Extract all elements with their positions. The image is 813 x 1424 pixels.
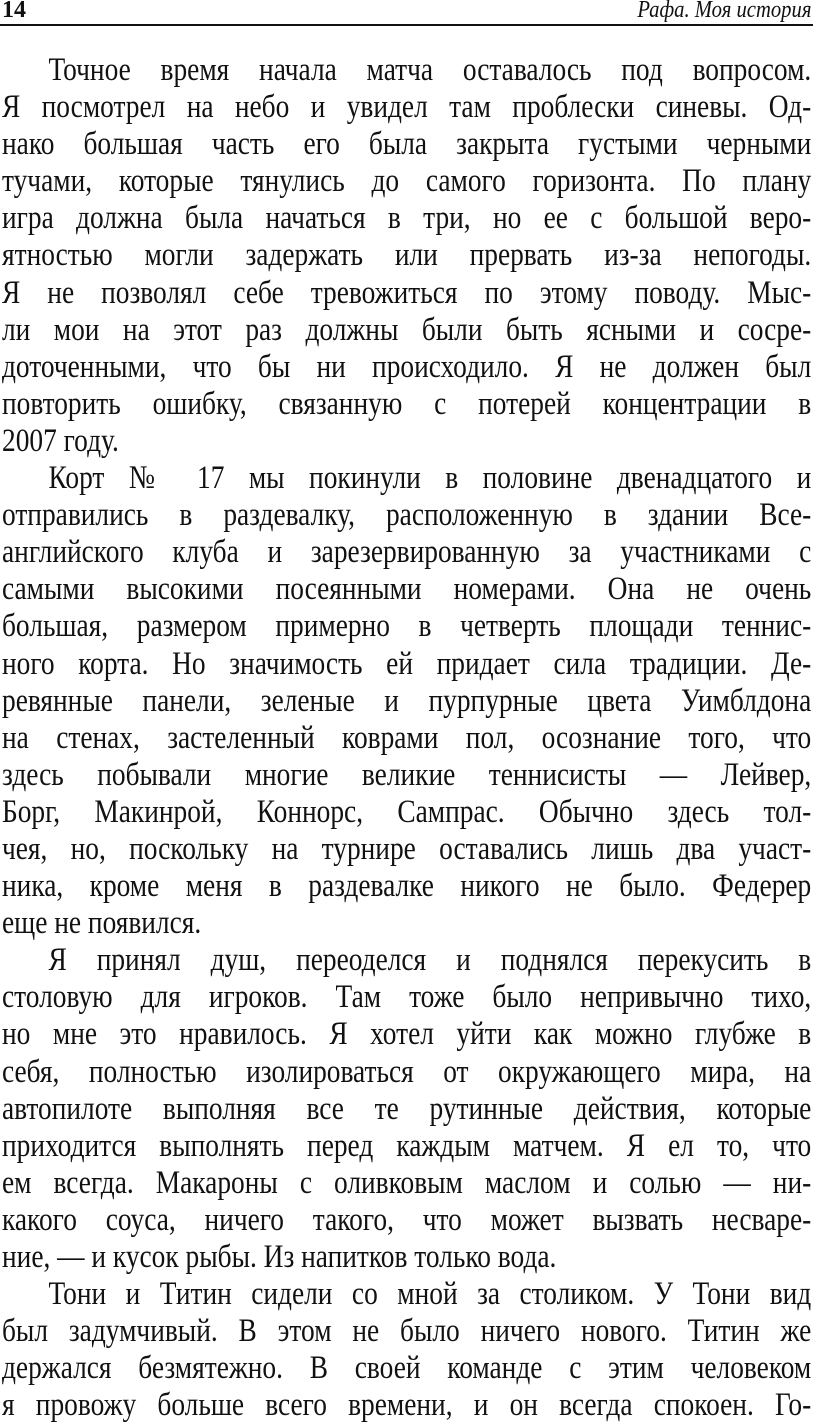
text-line: Корт № 17 мы покинули в половине двенадцатого и bbox=[48, 460, 812, 497]
text-line: ем всегда. Макароны с оливковым маслом и солью — ни- bbox=[2, 1164, 812, 1201]
text-line: большая, размером примерно в четверть площади теннис- bbox=[2, 608, 812, 645]
text-line: 2007 году. bbox=[2, 422, 119, 459]
text-line: игра должна была начаться в три, но ее с большой веро- bbox=[2, 200, 812, 237]
text-line: Тони и Титин сидели со мной за столиком. У Тони вид bbox=[48, 1276, 812, 1313]
text-line: английского клуба и зарезервированную за участниками с bbox=[2, 534, 812, 571]
text-line: я провожу больше всего времени, и он всегда спокоен. Го- bbox=[2, 1387, 812, 1424]
text-line: тучами, которые тянулись до самого горизонта. По плану bbox=[2, 163, 812, 200]
running-head bbox=[0, 0, 813, 26]
running-title: Рафа. Моя история bbox=[636, 0, 811, 23]
text-line: держался безмятежно. В своей команде с этим человеком bbox=[2, 1350, 812, 1387]
paragraph bbox=[2, 942, 811, 1276]
text-line: но мне это нравилось. Я хотел уйти как можно глубже в bbox=[2, 1016, 812, 1053]
text-line: ли мои на этот раз должны были быть ясными и сосре- bbox=[2, 311, 812, 348]
text-line: столовую для игроков. Там тоже было непривычно тихо, bbox=[2, 979, 812, 1016]
body-text bbox=[2, 52, 811, 1424]
paragraph bbox=[2, 460, 811, 942]
text-line: нако большая часть его была закрыта густыми черными bbox=[2, 126, 812, 163]
text-line: Я принял душ, переоделся и поднялся перекусить в bbox=[48, 942, 812, 979]
text-line: чея, но, поскольку на турнире оставались лишь два участ- bbox=[2, 830, 812, 867]
text-line: здесь побывали многие великие теннисисты — Лейвер, bbox=[2, 756, 812, 793]
text-line: автопилоте выполняя все те рутинные действия, которые bbox=[2, 1090, 812, 1127]
text-line: себя, полностью изолироваться от окружающего мира, на bbox=[2, 1053, 812, 1090]
text-line: на стенах, застеленный коврами пол, осознание того, что bbox=[2, 719, 812, 756]
text-line: доточенными, что бы ни происходило. Я не должен был bbox=[2, 348, 812, 385]
text-line: ятностью могли задержать или прервать из-за непогоды. bbox=[2, 237, 812, 274]
paragraph bbox=[2, 1276, 811, 1424]
text-line: Точное время начала матча оставалось под вопросом. bbox=[48, 52, 812, 88]
paragraph bbox=[2, 52, 811, 460]
text-line: ревянные панели, зеленые и пурпурные цвета Уимблдона bbox=[2, 682, 812, 719]
text-line: отправились в раздевалку, расположенную в здании Все- bbox=[2, 497, 812, 534]
text-line: какого соуса, ничего такого, что может вызвать несваре- bbox=[2, 1201, 812, 1238]
text-line: Я не позволял себе тревожиться по этому поводу. Мыс- bbox=[2, 274, 812, 311]
text-line: самыми высокими посеянными номерами. Она не очень bbox=[2, 571, 812, 608]
text-line: ного корта. Но значимость ей придает сила традиции. Де- bbox=[2, 645, 812, 682]
text-line: повторить ошибку, связанную с потерей концентрации в bbox=[2, 385, 812, 422]
page-number: 14 bbox=[2, 0, 26, 23]
text-line: ника, кроме меня в раздевалке никого не было. Федерер bbox=[2, 868, 812, 905]
text-line: приходится выполнять перед каждым матчем. Я ел то, что bbox=[2, 1127, 812, 1164]
text-line: ние, — и кусок рыбы. Из напитков только вода. bbox=[2, 1239, 557, 1275]
text-line: Я посмотрел на небо и увидел там проблески синевы. Од- bbox=[2, 89, 812, 126]
text-line: еще не появился. bbox=[2, 905, 202, 942]
text-line: Борг, Макинрой, Коннорс, Сампрас. Обычно здесь тол- bbox=[2, 793, 812, 830]
text-line: был задумчивый. В этом не было ничего нового. Титин же bbox=[2, 1313, 812, 1350]
